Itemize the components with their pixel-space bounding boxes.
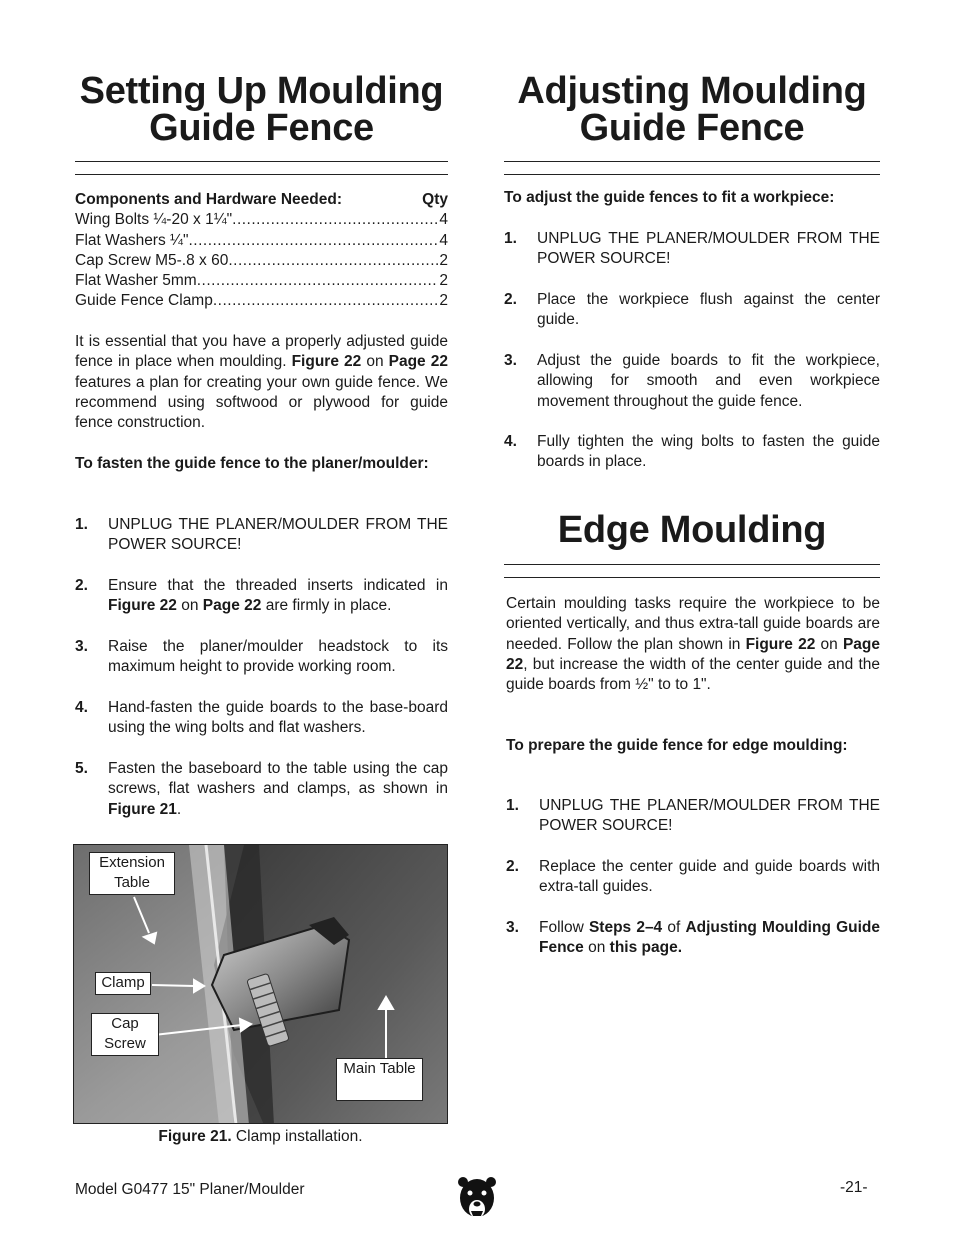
edge-intro-paragraph bbox=[506, 594, 880, 695]
step-text: Fully tighten the wing bolts to fasten the guide boards in place. bbox=[537, 433, 880, 471]
edge-step-2 bbox=[506, 857, 880, 898]
title-line-2: Guide Fence bbox=[579, 107, 805, 149]
figure-21-caption bbox=[73, 1128, 448, 1146]
step-4 bbox=[75, 698, 448, 739]
title-line-1: Adjusting Moulding bbox=[517, 70, 867, 112]
step-text-part: are firmly in place. bbox=[261, 597, 392, 615]
parts-list-row bbox=[75, 251, 448, 271]
fasten-heading: To fasten the guide fence to the planer/moulder: bbox=[75, 455, 429, 472]
step-number: 3. bbox=[506, 919, 519, 936]
adjust-heading: To adjust the guide fences to fit a workpiece: bbox=[504, 189, 835, 206]
step-text: Replace the center guide and guide boards with extra-tall guides. bbox=[539, 858, 880, 896]
part-qty: 2 bbox=[439, 251, 448, 269]
callout-main-table: Main Table bbox=[336, 1058, 423, 1101]
page-number: -21- bbox=[840, 1179, 868, 1196]
step-1 bbox=[75, 515, 448, 556]
part-qty: 4 bbox=[439, 231, 448, 249]
parts-header-label: Components and Hardware Needed: bbox=[75, 191, 342, 208]
part-qty: 2 bbox=[439, 272, 448, 290]
intro-text: , but increase the width of the center guide and the guide boards from ½" to to 1". bbox=[506, 655, 880, 694]
section-title-adjusting bbox=[504, 70, 880, 149]
title-rule bbox=[504, 161, 880, 175]
section-title-edge-moulding: Edge Moulding bbox=[557, 509, 827, 551]
figure-ref: Figure 21 bbox=[108, 800, 177, 818]
edge-step-1 bbox=[506, 796, 880, 837]
intro-paragraph bbox=[75, 332, 448, 433]
adjust-step-4 bbox=[504, 432, 880, 473]
step-number: 1. bbox=[504, 230, 517, 247]
step-number: 2. bbox=[504, 291, 517, 308]
caption-text: Clamp installation. bbox=[231, 1128, 363, 1145]
parts-list bbox=[75, 190, 448, 312]
parts-list-header bbox=[75, 190, 448, 210]
adjust-step-2 bbox=[504, 290, 880, 331]
step-text-part: of bbox=[662, 919, 686, 936]
step-text bbox=[539, 918, 880, 959]
intro-text: features a plan for creating your own guide fence. We recommend using softwood or plywood for guide fence construction. bbox=[75, 373, 448, 432]
figure-ref: Figure 22 bbox=[745, 635, 816, 653]
part-name: Cap Screw M5-.8 x 60 bbox=[75, 251, 229, 269]
figure-21-photo bbox=[73, 844, 448, 1124]
section-title-setting-up bbox=[75, 70, 448, 149]
step-number: 3. bbox=[75, 638, 88, 655]
step-text-part: on bbox=[176, 597, 203, 615]
step-3 bbox=[75, 637, 448, 678]
title-rule bbox=[504, 564, 880, 578]
edge-step-3 bbox=[506, 918, 880, 959]
adjust-step-3 bbox=[504, 351, 880, 412]
step-number: 4. bbox=[504, 433, 517, 450]
step-text-part: on bbox=[583, 939, 610, 957]
callout-clamp: Clamp bbox=[95, 972, 151, 995]
step-text-part: Ensure that the threaded inserts indicated in bbox=[108, 577, 448, 594]
footer-model: Model G0477 15" Planer/Moulder bbox=[75, 1181, 305, 1198]
part-name: Wing Bolts ¼-20 x 1¼" bbox=[75, 211, 233, 229]
step-5 bbox=[75, 759, 448, 820]
step-number: 4. bbox=[75, 699, 88, 716]
part-qty: 4 bbox=[439, 211, 448, 229]
step-text: UNPLUG THE PLANER/MOULDER FROM THE POWER SOURCE! bbox=[537, 230, 880, 268]
parts-list-row bbox=[75, 291, 448, 311]
step-text: UNPLUG THE PLANER/MOULDER FROM THE POWER SOURCE! bbox=[539, 797, 880, 835]
parts-list-row bbox=[75, 231, 448, 251]
step-text-part: Fasten the baseboard to the table using the cap screws, flat washers and clamps, as shown in bbox=[108, 760, 448, 798]
intro-text: Certain moulding tasks require the workpiece to be oriented vertically, and thus extra-tall guide boards are needed. Follow the plan shown in bbox=[506, 595, 880, 653]
step-text-part: . bbox=[176, 800, 182, 818]
page-ref: Page 22 bbox=[202, 597, 262, 615]
step-text bbox=[108, 576, 448, 617]
callout-cap-screw: Cap Screw bbox=[91, 1013, 159, 1056]
step-text: Raise the planer/moulder headstock to its maximum height to provide working room. bbox=[108, 638, 448, 676]
step-2 bbox=[75, 576, 448, 617]
intro-text: It is essential that you have a properly adjusted guide fence in place when moulding. bbox=[75, 333, 448, 371]
figure-ref: Figure 22 bbox=[108, 597, 177, 615]
step-text: Hand-fasten the guide boards to the base-board using the wing bolts and flat washers. bbox=[108, 699, 448, 737]
part-name: Flat Washers ¼" bbox=[75, 231, 189, 249]
parts-list-row bbox=[75, 210, 448, 230]
callout-extension-table: Extension Table bbox=[89, 852, 175, 895]
step-number: 2. bbox=[506, 858, 519, 875]
edge-heading: To prepare the guide fence for edge moulding: bbox=[506, 737, 848, 754]
section-ref: Adjusting Moulding Guide Fence bbox=[539, 919, 880, 957]
bear-logo-icon bbox=[457, 1176, 497, 1224]
step-number: 2. bbox=[75, 577, 88, 594]
qty-header-label: Qty bbox=[422, 191, 448, 208]
title-line-2: Guide Fence bbox=[149, 107, 374, 149]
page-ref: Page 22 bbox=[388, 353, 448, 371]
step-text bbox=[108, 759, 448, 820]
step-text: UNPLUG THE PLANER/MOULDER FROM THE POWER SOURCE! bbox=[108, 516, 448, 554]
step-text-part: Follow bbox=[539, 919, 589, 936]
part-qty: 2 bbox=[439, 292, 448, 310]
intro-text: on bbox=[361, 353, 389, 371]
figure-ref: Figure 22 bbox=[291, 353, 362, 371]
steps-ref: Steps 2–4 bbox=[588, 919, 663, 936]
step-text: Adjust the guide boards to fit the workpiece, allowing for smooth and even workpiece movement throughout the guide fence. bbox=[537, 352, 880, 410]
page-ref: this page. bbox=[609, 939, 683, 957]
caption-label: Figure 21. bbox=[158, 1128, 232, 1145]
part-name: Guide Fence Clamp bbox=[75, 292, 213, 310]
step-number: 1. bbox=[506, 797, 519, 814]
step-number: 3. bbox=[504, 352, 517, 369]
title-line-1: Setting Up Moulding bbox=[79, 70, 444, 112]
step-text: Place the workpiece flush against the center guide. bbox=[537, 291, 880, 329]
parts-list-row bbox=[75, 271, 448, 291]
step-number: 5. bbox=[75, 760, 88, 777]
page-ref: Page 22 bbox=[506, 635, 880, 673]
title-rule bbox=[75, 161, 448, 175]
adjust-step-1 bbox=[504, 229, 880, 270]
part-name: Flat Washer 5mm bbox=[75, 272, 197, 290]
step-number: 1. bbox=[75, 516, 88, 533]
intro-text: on bbox=[815, 635, 843, 653]
